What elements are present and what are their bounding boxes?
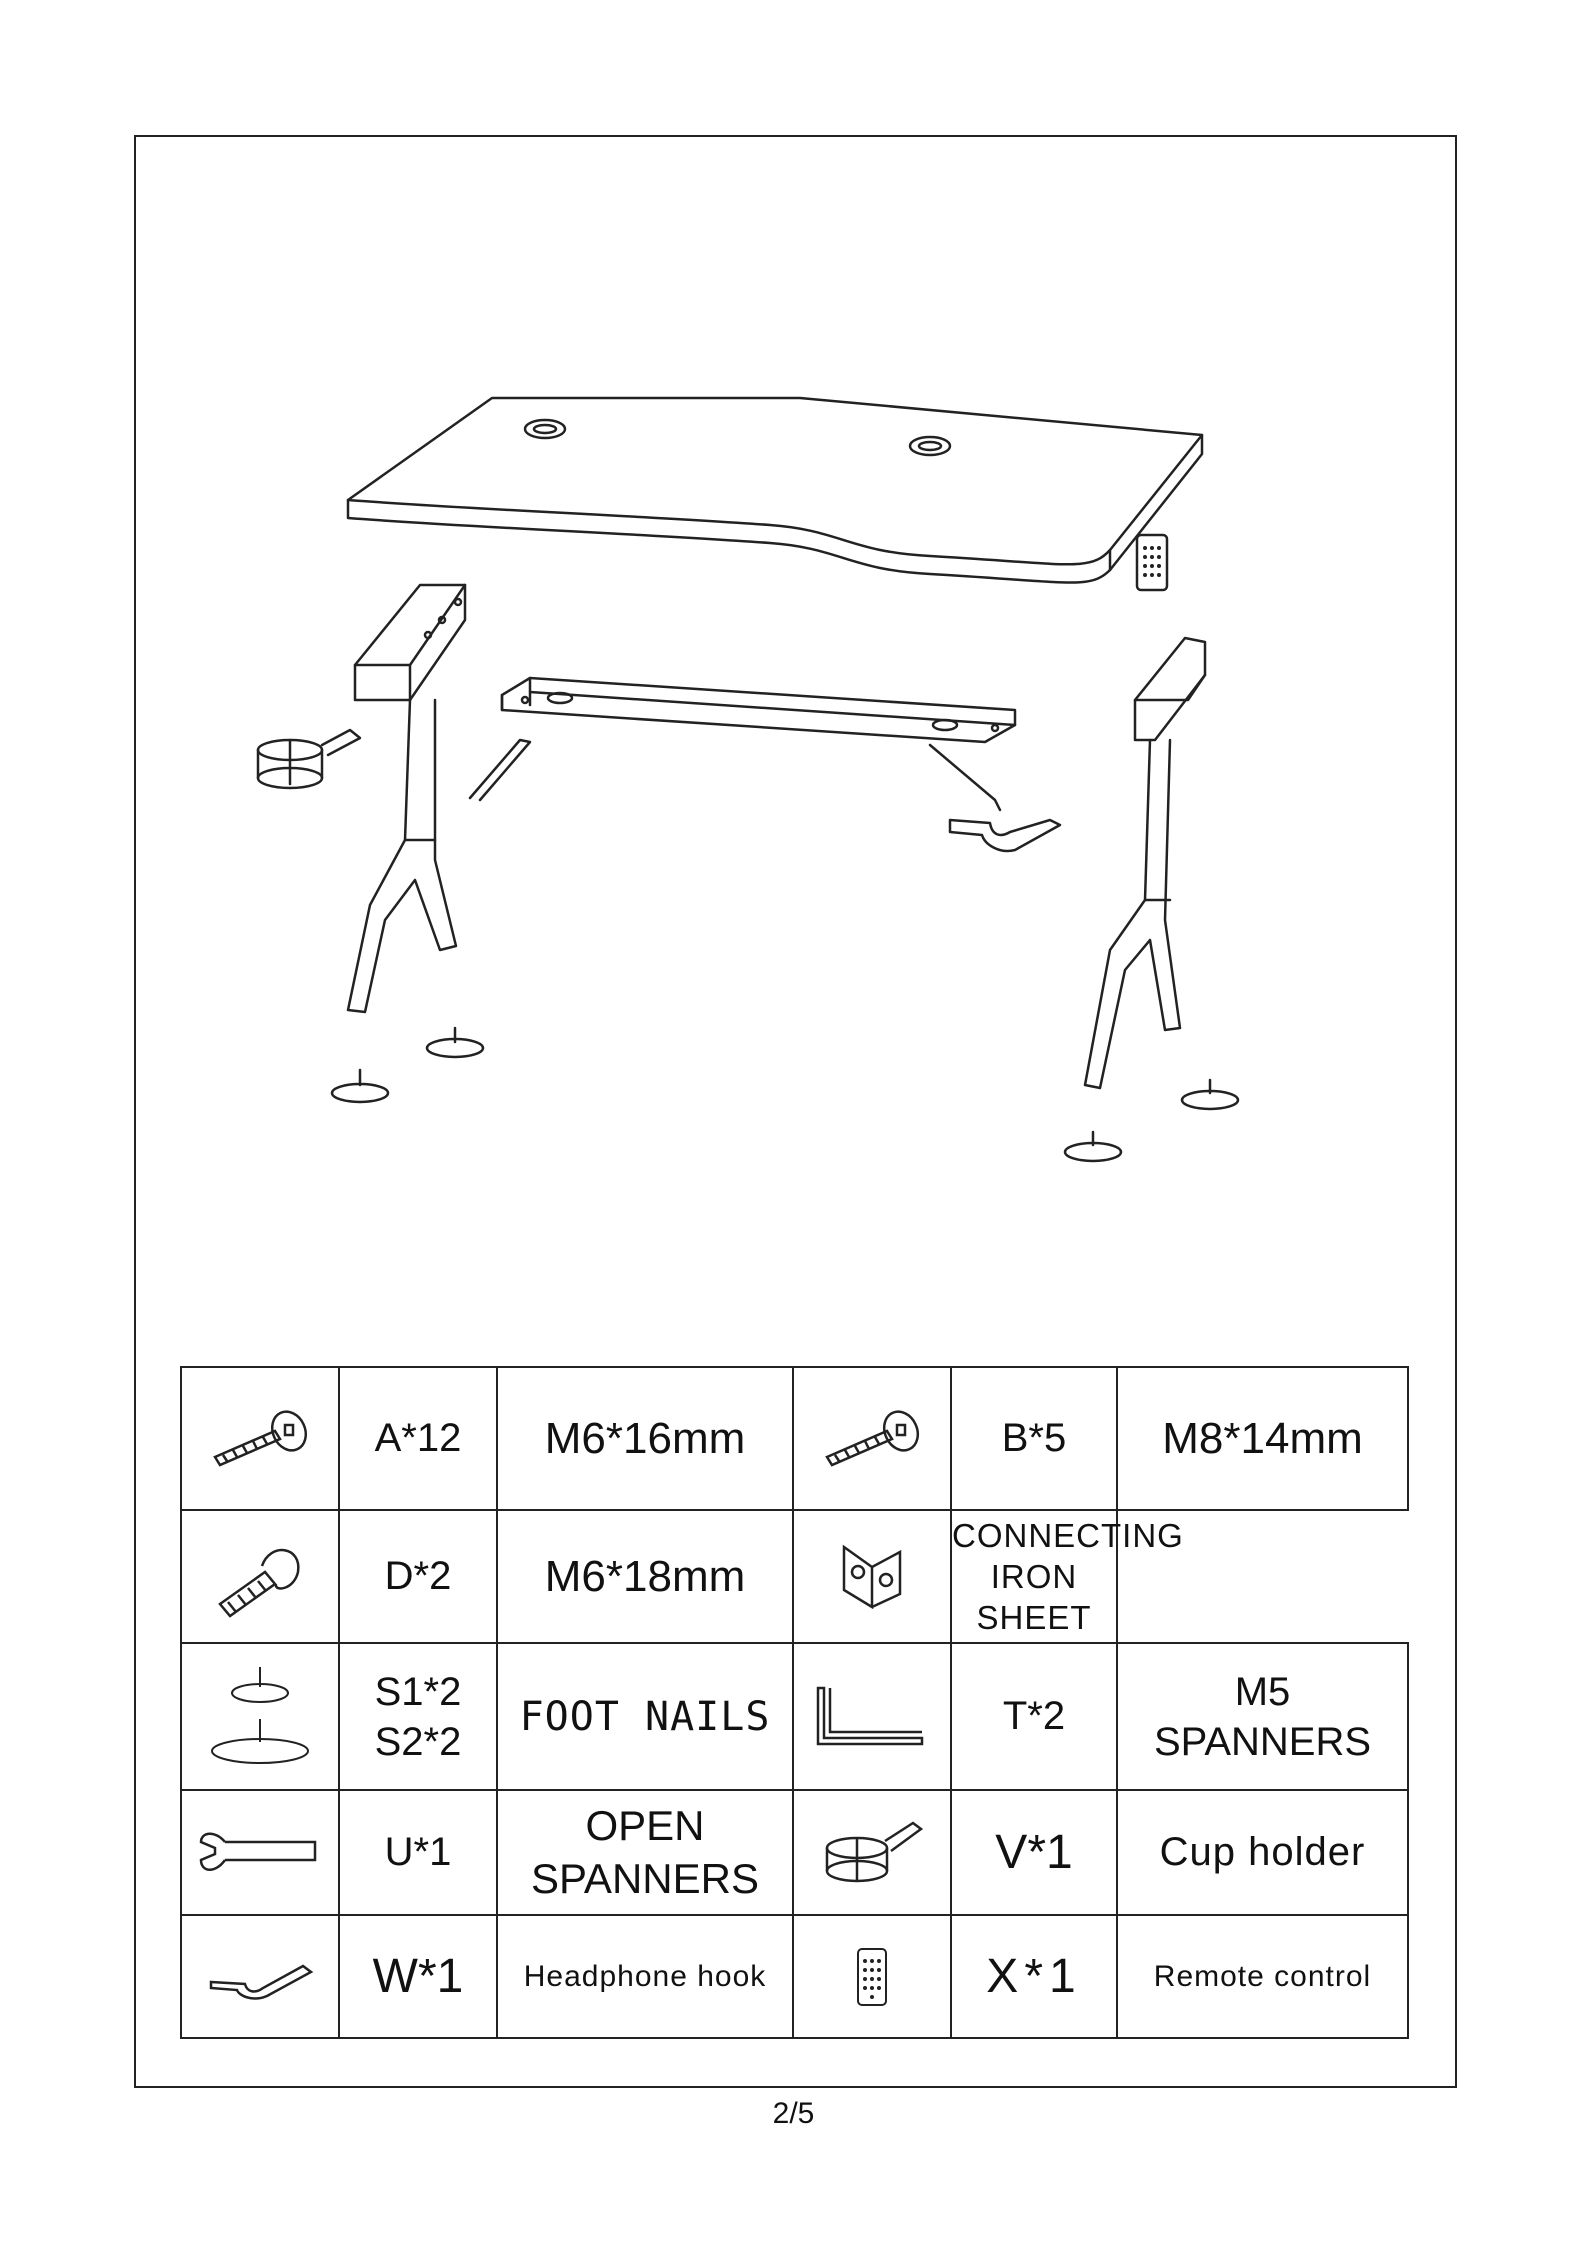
part-u-desc-line1: OPEN <box>585 1802 705 1849</box>
part-s-code <box>339 1643 497 1790</box>
part-f-desc <box>951 1510 1184 1643</box>
part-s-desc: FOOT NAILS <box>497 1643 793 1790</box>
foot-nail-icon <box>205 1657 315 1777</box>
part-w-desc: Headphone hook <box>497 1915 793 2038</box>
left-leg-illustration <box>348 585 465 1012</box>
bracket-icon <box>832 1532 912 1622</box>
part-b-desc: M8*14mm <box>1117 1367 1408 1510</box>
right-leg-illustration <box>1085 638 1205 1088</box>
carriage-bolt-icon <box>210 1532 310 1622</box>
cup-holder-icon <box>817 1813 927 1893</box>
part-s1-code: S1*2 <box>374 1669 462 1714</box>
part-t-code: T*2 <box>951 1643 1117 1790</box>
parts-row <box>181 1915 1408 2038</box>
part-t-desc-line2: SPANNERS <box>1153 1719 1372 1764</box>
part-d-icon-cell <box>181 1510 339 1643</box>
part-t-desc <box>1117 1643 1408 1790</box>
part-f-desc-line1: CONNECTING <box>952 1516 1184 1554</box>
part-t-icon-cell <box>793 1643 951 1790</box>
headphone-hook-illustration <box>950 820 1060 851</box>
parts-row <box>181 1367 1408 1510</box>
part-w-code: W*1 <box>339 1915 497 2038</box>
part-s2-code: S2*2 <box>374 1719 462 1764</box>
parts-row <box>181 1643 1408 1790</box>
part-a-desc: M6*16mm <box>497 1367 793 1510</box>
part-u-icon-cell <box>181 1790 339 1915</box>
part-f-desc-line2: IRON SHEET <box>976 1557 1092 1637</box>
desk-top-illustration <box>348 398 1202 583</box>
part-a-code: A*12 <box>339 1367 497 1510</box>
part-b-code: B*5 <box>951 1367 1117 1510</box>
part-u-code: U*1 <box>339 1790 497 1915</box>
remote-icon <box>852 1945 892 2009</box>
exploded-assembly-diagram <box>230 380 1280 1220</box>
part-v-code: V*1 <box>951 1790 1117 1915</box>
part-w-icon-cell <box>181 1915 339 2038</box>
remote-illustration <box>1137 535 1167 590</box>
part-f-icon-cell <box>793 1510 951 1643</box>
parts-row <box>181 1510 1408 1643</box>
part-u-desc <box>497 1790 793 1915</box>
part-x-code: X*1 <box>951 1915 1117 2038</box>
part-v-desc: Cup holder <box>1117 1790 1408 1915</box>
parts-row <box>181 1790 1408 1915</box>
crossbar-illustration <box>470 678 1015 810</box>
feet-illustration <box>332 1028 1238 1161</box>
cup-holder-illustration <box>258 730 360 788</box>
part-x-desc: Remote control <box>1117 1915 1408 2038</box>
open-spanner-icon <box>195 1828 325 1878</box>
part-x-icon-cell <box>793 1915 951 2038</box>
part-d-code: D*2 <box>339 1510 497 1643</box>
part-t-desc-line1: M5 <box>1234 1669 1291 1714</box>
parts-list-table <box>180 1366 1409 2039</box>
part-v-icon-cell <box>793 1790 951 1915</box>
l-spanner-icon <box>812 1682 932 1752</box>
page-number: 2/5 <box>772 2097 815 2130</box>
part-b-icon-cell <box>793 1367 951 1510</box>
bolt-icon <box>205 1409 315 1469</box>
bolt-icon <box>817 1409 927 1469</box>
part-u-desc-line2: SPANNERS <box>531 1854 759 1902</box>
part-s-icon-cell <box>181 1643 339 1790</box>
part-d-desc: M6*18mm <box>497 1510 793 1643</box>
headphone-hook-icon <box>205 1952 315 2002</box>
part-a-icon-cell <box>181 1367 339 1510</box>
